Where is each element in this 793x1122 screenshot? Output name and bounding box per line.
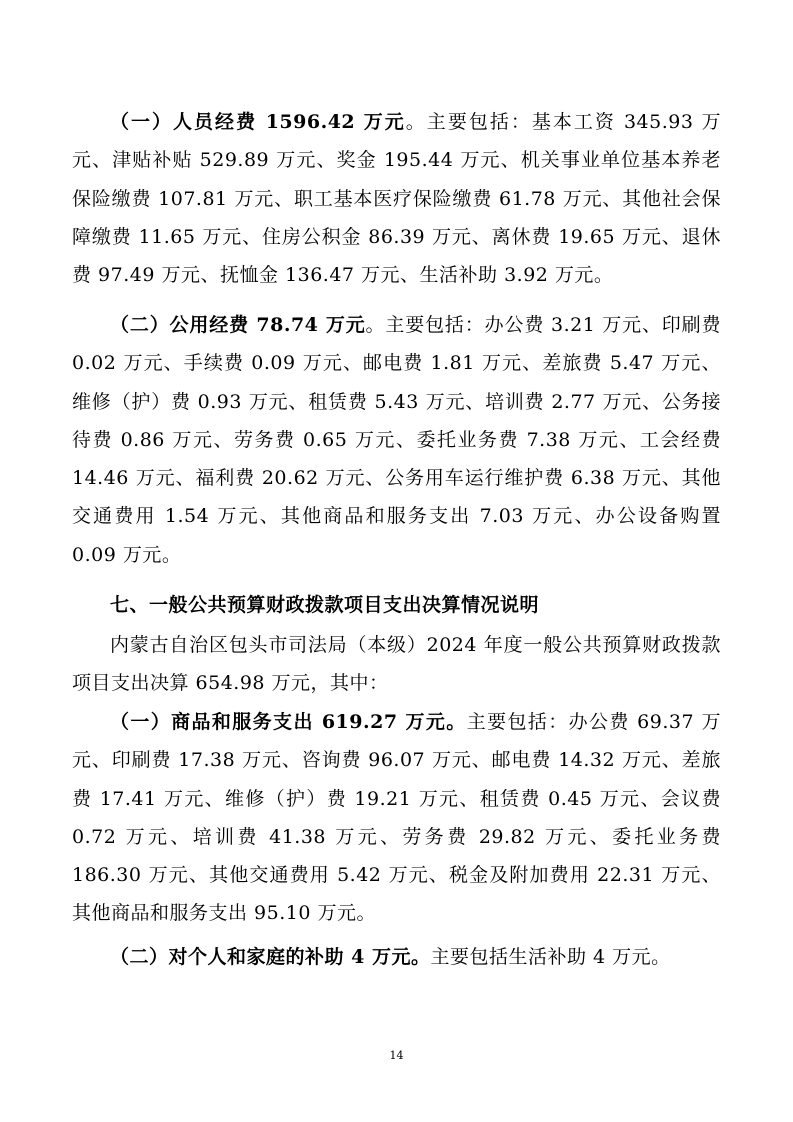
public-expenses-paragraph [72, 306, 721, 574]
personnel-expenses-section [72, 103, 721, 294]
project-expenditure-intro-text: 内蒙古自治区包头市司法局（本级）2024 年度一般公共预算财政拨款项目支出决算 654.98 万元，其中： [72, 634, 721, 695]
personnel-expenses-title: （一）人员经费 1596.42 万元 [110, 111, 406, 133]
section-heading: 七、一般公共预算财政拨款项目支出决算情况说明 [110, 594, 540, 616]
goods-services-section [72, 703, 721, 933]
personnel-expenses-paragraph [72, 103, 721, 294]
public-expenses-body: 。主要包括：办公费 3.21 万元、印刷费 0.02 万元、手续费 0.09 万元、邮电费 1.81 万元、差旅费 5.47 万元、维修（护）费 0.93 万元、租赁费 5.43 万元、培训费 2.77 万元、公务接待费 0.86 万元、劳务费 0.65 万元、委托业务费 7.38 万元、工会经费 14.46 万元、福利费 20.62 万元、公务用车运行维护费 6.38 万元、其他交通费用 1.54 万元、其他商品和服务支出 7.03 万元、办公设备购置 0.09 万元。 [72, 314, 721, 566]
household-subsidy-title: （二）对个人和家庭的补助 4 万元。 [110, 946, 431, 968]
page-number: 14 [389, 1049, 404, 1062]
project-expenditure-intro [72, 626, 721, 703]
goods-services-title: （一）商品和服务支出 619.27 万元。 [110, 711, 467, 733]
public-expenses-title: （二）公用经费 78.74 万元 [110, 314, 366, 336]
goods-services-body: 主要包括：办公费 69.37 万元、印刷费 17.38 万元、咨询费 96.07 万元、邮电费 14.32 万元、差旅费 17.41 万元、维修（护）费 19.21 万元、租赁费 0.45 万元、会议费 0.72 万元、培训费 41.38 万元、劳务费 29.82 万元、委托业务费 186.30 万元、其他交通费用 5.42 万元、税金及附加费用 22.31 万元、其他商品和服务支出 95.10 万元。 [72, 711, 721, 925]
personnel-expenses-body: 。主要包括：基本工资 345.93 万元、津贴补贴 529.89 万元、奖金 195.44 万元、机关事业单位基本养老保险缴费 107.81 万元、职工基本医疗保险缴费 61.78 万元、其他社会保障缴费 11.65 万元、住房公积金 86.39 万元、离休费 19.65 万元、退休费 97.49 万元、抚恤金 136.47 万元、生活补助 3.92 万元。 [72, 111, 721, 287]
public-expenses-section [72, 306, 721, 574]
household-subsidy-paragraph [72, 938, 721, 976]
household-subsidy-body: 主要包括生活补助 4 万元。 [430, 946, 671, 968]
household-subsidy-section [72, 938, 721, 976]
goods-services-paragraph [72, 703, 721, 933]
